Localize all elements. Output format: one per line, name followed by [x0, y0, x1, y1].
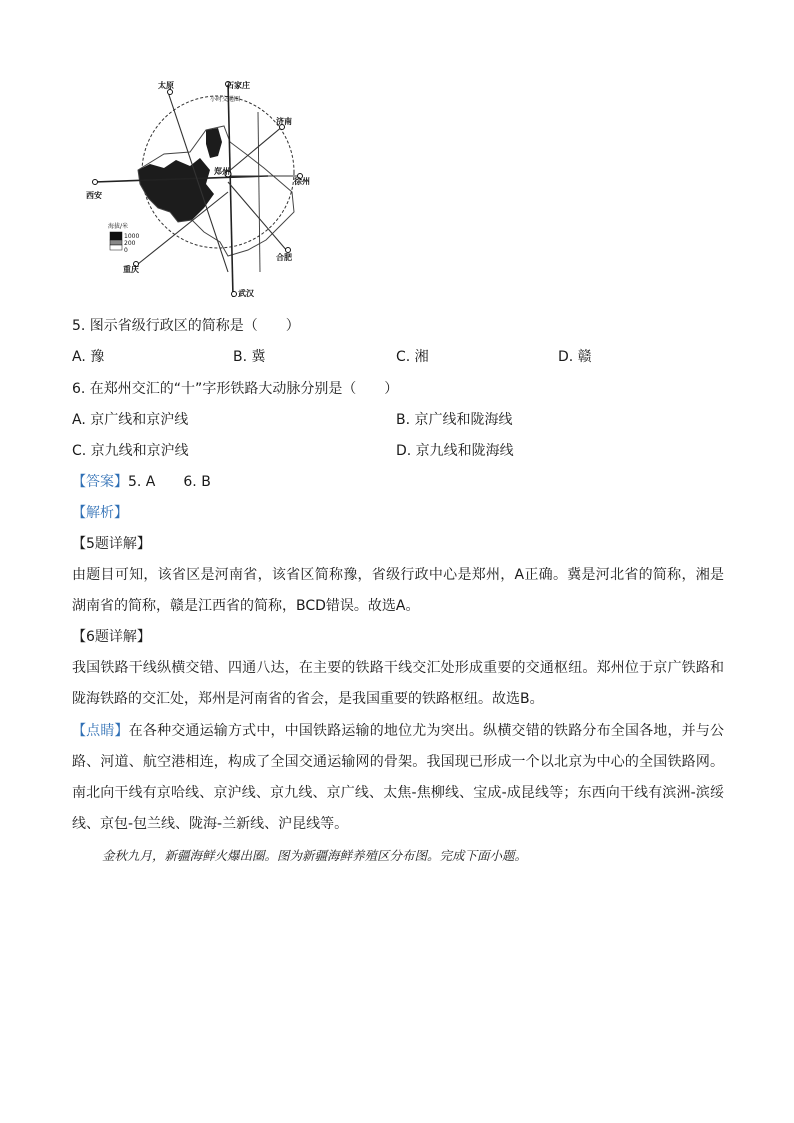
- q5-option-c: C. 湘: [396, 349, 429, 365]
- rail-beijing-guangzhou: [228, 82, 233, 297]
- tip-text: 在各种交通运输方式中，中国铁路运输的地位尤为突出。纵横交错的铁路分布全国各地，并与公路、河道、航空港相连，构成了全国交通运输网的骨架。我国现已形成一个以北京为中心的全国铁路网。南北向干线有京哈线、京沪线、京九线、京广线、太焦-焦柳线、宝成-成昆线等；东西向干线有滨洲-滨绥线、京包-包兰线、陇海-兰新线、沪昆线等。: [72, 723, 725, 832]
- city-dot-xian: [93, 180, 98, 185]
- legend-swatch-high: [110, 232, 122, 240]
- railway-map-figure: [78, 72, 340, 304]
- city-label-taiyuan: 太原: [158, 81, 174, 90]
- legend-swatch-low: [110, 245, 122, 250]
- q5-detail-title: 【5题详解】: [72, 536, 151, 552]
- q5-option-a: A. 豫: [72, 349, 105, 365]
- henan-railway-map: [78, 72, 340, 304]
- rail-jingjiu: [258, 112, 260, 272]
- q5-stem: 5. 图示省级行政区的简称是（ ）: [72, 318, 300, 334]
- q6-stem: 6. 在郑州交汇的“十”字形铁路大动脉分别是（ ）: [72, 381, 399, 397]
- tip-label: 【点睛】: [72, 723, 129, 739]
- legend-value-1: 1000: [124, 233, 140, 240]
- city-label-wuhan: 武汉: [238, 289, 254, 298]
- city-label-shijiazhuang: 石家庄: [226, 81, 250, 90]
- answer-text: 5. A 6. B: [128, 474, 211, 490]
- city-dot-taiyuan: [168, 90, 173, 95]
- rail-to-hefei: [228, 182, 288, 252]
- rail-to-jinan: [228, 126, 283, 172]
- city-dot-hefei: [286, 248, 291, 253]
- q6-option-b: B. 京广线和陇海线: [396, 412, 513, 428]
- q5-option-d: D. 赣: [558, 349, 592, 365]
- tip-paragraph: [72, 716, 724, 840]
- q5-option-b: B. 冀: [233, 349, 266, 365]
- city-label-chongqing: 重庆: [123, 265, 139, 274]
- circle-label: 小时交通圈: [210, 96, 241, 103]
- q6-option-a: A. 京广线和京沪线: [72, 412, 189, 428]
- answer-line: [72, 472, 211, 492]
- city-label-zhengzhou: 郑州: [214, 167, 230, 176]
- province-north-strip: [206, 128, 222, 158]
- city-label-hefei: 合肥: [276, 253, 292, 262]
- city-label-xuzhou: 徐州: [294, 177, 310, 186]
- legend-value-2: 200: [124, 240, 136, 247]
- next-question-intro: 金秋九月，新疆海鲜火爆出圈。图为新疆海鲜养殖区分布图。完成下面小题。: [102, 848, 528, 863]
- q6-option-c: C. 京九线和京沪线: [72, 443, 189, 459]
- legend-title: 海拔/米: [108, 223, 129, 230]
- analysis-label: 【解析】: [72, 505, 128, 521]
- city-label-jinan: 济南: [276, 117, 292, 126]
- answer-label: 【答案】: [72, 474, 128, 490]
- q6-detail-title: 【6题详解】: [72, 629, 151, 645]
- legend-swatch-mid: [110, 240, 122, 245]
- legend-value-3: 0: [124, 247, 128, 254]
- q6-option-d: D. 京九线和陇海线: [396, 443, 514, 459]
- city-label-xian: 西安: [86, 191, 102, 200]
- city-dot-wuhan: [232, 292, 237, 297]
- q6-detail-text: 我国铁路干线纵横交错、四通八达，在主要的铁路干线交汇处形成重要的交通枢纽。郑州位于京广铁路和陇海铁路的交汇处，郑州是河南省的省会，是我国重要的铁路枢纽。故选B。: [72, 660, 724, 707]
- q5-detail-text: 由题目可知，该省区是河南省，该省区简称豫，省级行政中心是郑州，A正确。冀是河北省的简称，湘是湖南省的简称，赣是江西省的简称，BCD错误。故选A。: [72, 567, 724, 614]
